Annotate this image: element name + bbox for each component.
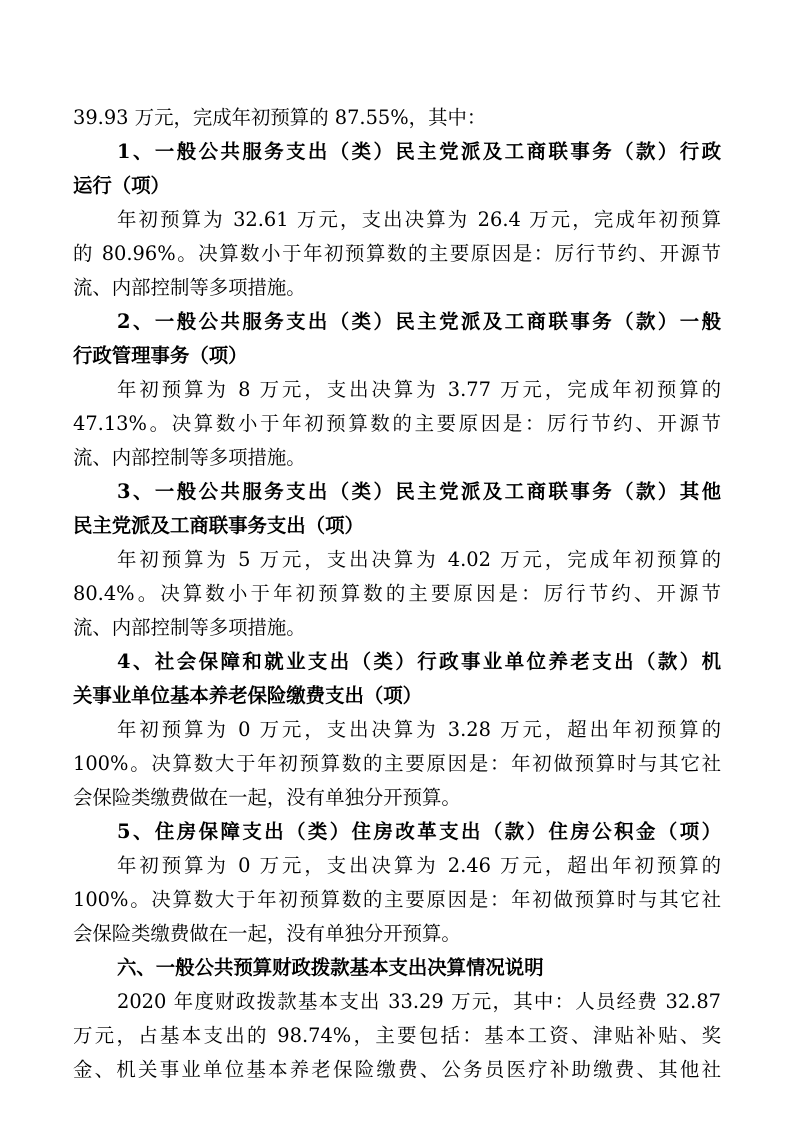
section-heading-2-line-1: 2、一般公共服务支出（类）民主党派及工商联事务（款）一般 (117, 310, 721, 333)
section-heading-4-line-1: 4、社会保障和就业支出（类）行政事业单位养老支出（款）机 (117, 650, 721, 673)
paragraph-line: 年初预算为 0 万元，支出决算为 2.46 万元，超出年初预算的 (117, 854, 721, 877)
paragraph-line: 80.4%。决算数小于年初预算数的主要原因是：厉行节约、开源节 (73, 582, 721, 605)
paragraph-line: 39.93 万元，完成年初预算的 87.55%，其中： (73, 106, 487, 129)
paragraph-line: 100%。决算数大于年初预算数的主要原因是：年初做预算时与其它社 (73, 752, 721, 775)
chapter-heading-6: 六、一般公共预算财政拨款基本支出决算情况说明 (117, 956, 544, 979)
paragraph-line: 会保险类缴费做在一起，没有单独分开预算。 (73, 922, 461, 945)
paragraph-line: 流、内部控制等多项措施。 (73, 446, 306, 469)
paragraph-line: 金、机关事业单位基本养老保险缴费、公务员医疗补助缴费、其他社 (73, 1058, 721, 1081)
section-heading-1-line-1: 1、一般公共服务支出（类）民主党派及工商联事务（款）行政 (117, 140, 721, 163)
paragraph-line: 的 80.96%。决算数小于年初预算数的主要原因是：厉行节约、开源节 (73, 242, 721, 265)
section-heading-5: 5、住房保障支出（类）住房改革支出（款）住房公积金（项） (117, 820, 721, 843)
paragraph-line: 流、内部控制等多项措施。 (73, 616, 306, 639)
paragraph-line: 年初预算为 32.61 万元，支出决算为 26.4 万元，完成年初预算 (117, 208, 721, 231)
paragraph-line: 会保险类缴费做在一起，没有单独分开预算。 (73, 786, 461, 809)
paragraph-line: 2020 年度财政拨款基本支出 33.29 万元，其中：人员经费 32.87 (117, 990, 721, 1013)
paragraph-line: 47.13%。决算数小于年初预算数的主要原因是：厉行节约、开源节 (73, 412, 721, 435)
section-heading-2-line-2: 行政管理事务（项） (73, 344, 248, 367)
paragraph-line: 100%。决算数大于年初预算数的主要原因是：年初做预算时与其它社 (73, 888, 721, 911)
paragraph-line: 流、内部控制等多项措施。 (73, 276, 306, 299)
paragraph-line: 年初预算为 5 万元，支出决算为 4.02 万元，完成年初预算的 (117, 548, 721, 571)
section-heading-3-line-1: 3、一般公共服务支出（类）民主党派及工商联事务（款）其他 (117, 480, 721, 503)
paragraph-line: 年初预算为 8 万元，支出决算为 3.77 万元，完成年初预算的 (117, 378, 721, 401)
section-heading-4-line-2: 关事业单位基本养老保险缴费支出（项） (73, 684, 423, 707)
paragraph-line: 年初预算为 0 万元，支出决算为 3.28 万元，超出年初预算的 (117, 718, 721, 741)
section-heading-3-line-2: 民主党派及工商联事务支出（项） (73, 514, 364, 537)
section-heading-1-line-2: 运行（项） (73, 174, 170, 197)
paragraph-line: 万元，占基本支出的 98.74%，主要包括：基本工资、津贴补贴、奖 (73, 1024, 721, 1047)
